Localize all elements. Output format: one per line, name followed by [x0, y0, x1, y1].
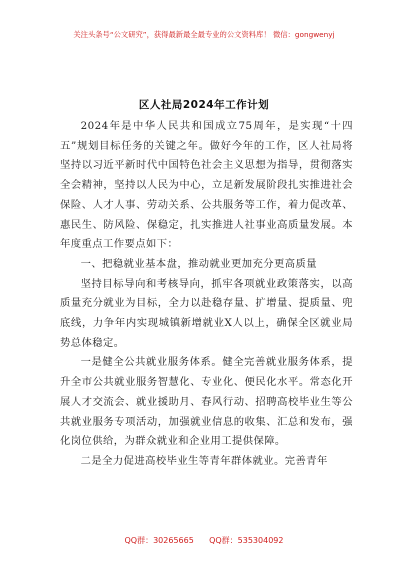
header-banner: 关注头条号“公文研究”，获得最新最全最专业的公文资料库！ 微信：gongwenyj	[73, 30, 335, 39]
document-body	[60, 117, 353, 472]
document-title: 区人社局2024年工作计划	[138, 99, 270, 111]
footer-contact: QQ群：30265665 QQ群：535304092	[124, 536, 284, 545]
section-heading: 一、把稳就业基本盘，推动就业更加充分更高质量	[80, 257, 318, 270]
intro-paragraph: 2024年是中华人民共和国成立75周年，是实现“十四五”规划目标任务的关键之年。做好今年的工作，区人社局将坚持以习近平新时代中国特色社会主义思想为指导，贯彻落实全会精神，坚持以人民为中心，立足新发展阶段扎实推进社会保险、人才人事、劳动关系、公共服务等工作，着力促改革、惠民生、防风险、保稳定，扎实推进人社事业高质量发展。本年度重点工作要点如下：	[60, 120, 353, 251]
body-paragraph: 二是全力促进高校毕业生等青年群体就业。完善青年	[80, 454, 328, 467]
body-paragraph: 一是健全公共就业服务体系。健全完善就业服务体系，提升全市公共就业服务智慧化、专业化、便民化水平。常态化开展人才交流会、就业援助月、春风行动、招聘高校毕业生等公共就业服务专项活动，加强就业信息的收集、汇总和发布，强化岗位供给，为群众就业和企业用工提供保障。	[60, 356, 353, 448]
body-paragraph: 坚持目标导向和考核导向，抓牢各项就业政策落实，以高质量充分就业为目标，全力以赴稳存量、扩增量、提质量、兜底线，力争年内实现城镇新增就业X人以上，确保全区就业局势总体稳定。	[60, 277, 353, 349]
